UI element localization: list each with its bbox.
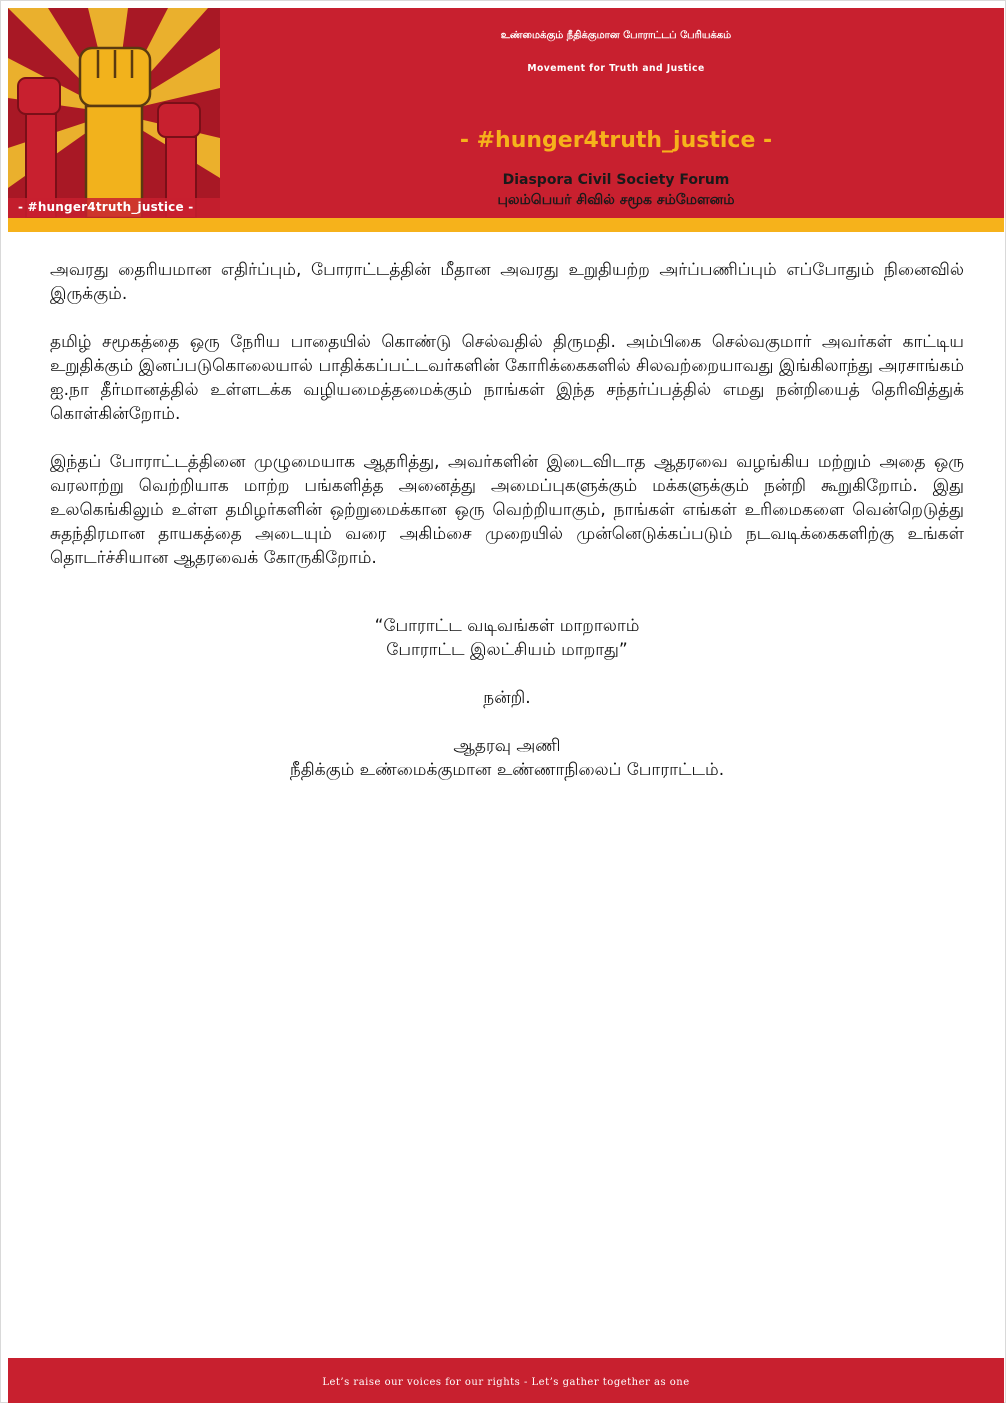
- header-title-block: [236, 8, 996, 218]
- forum-name-tamil: புலம்பெயர் சிவில் சமூக சம்மேளனம்: [497, 192, 735, 208]
- campaign-hashtag: - #hunger4truth_justice -: [459, 128, 773, 153]
- quote-line-1: “போராட்ட வடிவங்கள் மாறாலாம்: [374, 616, 640, 636]
- letterhead-banner: [8, 8, 1004, 218]
- header-divider: [8, 218, 1004, 232]
- quote-block: [50, 614, 964, 662]
- quote-line-2: போராட்ட இலட்சியம் மாறாது”: [386, 640, 628, 660]
- thanks-line: நன்றி.: [483, 688, 531, 708]
- title-tamil: உண்மைக்கும் நீதிக்குமான போராட்டப் பேரியக்கம்: [500, 30, 732, 41]
- title-english: Movement for Truth and Justice: [527, 63, 705, 74]
- signature-line-2: நீதிக்கும் உண்மைக்குமான உண்ணாநிலைப் போராட்டம்.: [289, 760, 725, 780]
- paragraph-3: இந்தப் போராட்டத்தினை முழுமையாக ஆதரித்து, அவர்களின் இடைவிடாத ஆதரவை வழங்கிய மற்றும் அதை ஒரு வரலாற்று வெற்றியாக மாற்ற பங்களித்த அனைத்து அமைப்புகளுக்கும் மக்களுக்கும் நன்றி கூறுகிறோம். இது உலகெங்கிலும் உள்ள தமிழர்களின் ஒற்றுமைக்கான ஒரு வெற்றியாகும், நாங்கள் எங்கள் உரிமைகளை வென்றெடுத்து சுதந்திரமான தாயகத்தை அடையும் வரை அகிம்சை முறையில் முன்னெடுக்கப்படும் நடவடிக்கைகளிற்கு உங்கள் தொடர்ச்சியான ஆதரவைக் கோருகிறோம்.: [50, 452, 964, 568]
- artwork-hashtag: - #hunger4truth_justice -: [18, 200, 194, 214]
- forum-name-english: Diaspora Civil Society Forum: [502, 172, 730, 188]
- signature-line-1: ஆதரவு அணி: [453, 736, 561, 756]
- paragraph-1: அவரது தைரியமான எதிர்ப்பும், போராட்டத்தின் மீதான அவரது உறுதியற்ற அர்ப்பணிப்பும் எப்போதும் நினைவில் இருக்கும்.: [50, 260, 964, 304]
- letter-body: [50, 258, 964, 782]
- raised-fists-artwork: [8, 8, 220, 218]
- footer-slogan: Let’s raise our voices for our rights - Let’s gather together as one: [322, 1377, 690, 1388]
- paragraph-2: தமிழ் சமூகத்தை ஒரு நேரிய பாதையில் கொண்டு செல்வதில் திருமதி. அம்பிகை செல்வகுமார் அவர்கள் காட்டிய உறுதிக்கும் இனப்படுகொலையால் பாதிக்கப்பட்டவர்களின் கோரிக்கைகளில் சிலவற்றையாவது இங்கிலாந்து அரசாங்கம் ஐ.நா தீர்மானத்தில் உள்ளடக்க வழியமைத்தமைக்கும் நாங்கள் இந்த சந்தர்ப்பத்தில் எமது நன்றியைத் தெரிவித்துக் கொள்கின்றோம்.: [50, 332, 964, 424]
- footer-banner: [8, 1358, 1004, 1403]
- signature-block: [50, 734, 964, 782]
